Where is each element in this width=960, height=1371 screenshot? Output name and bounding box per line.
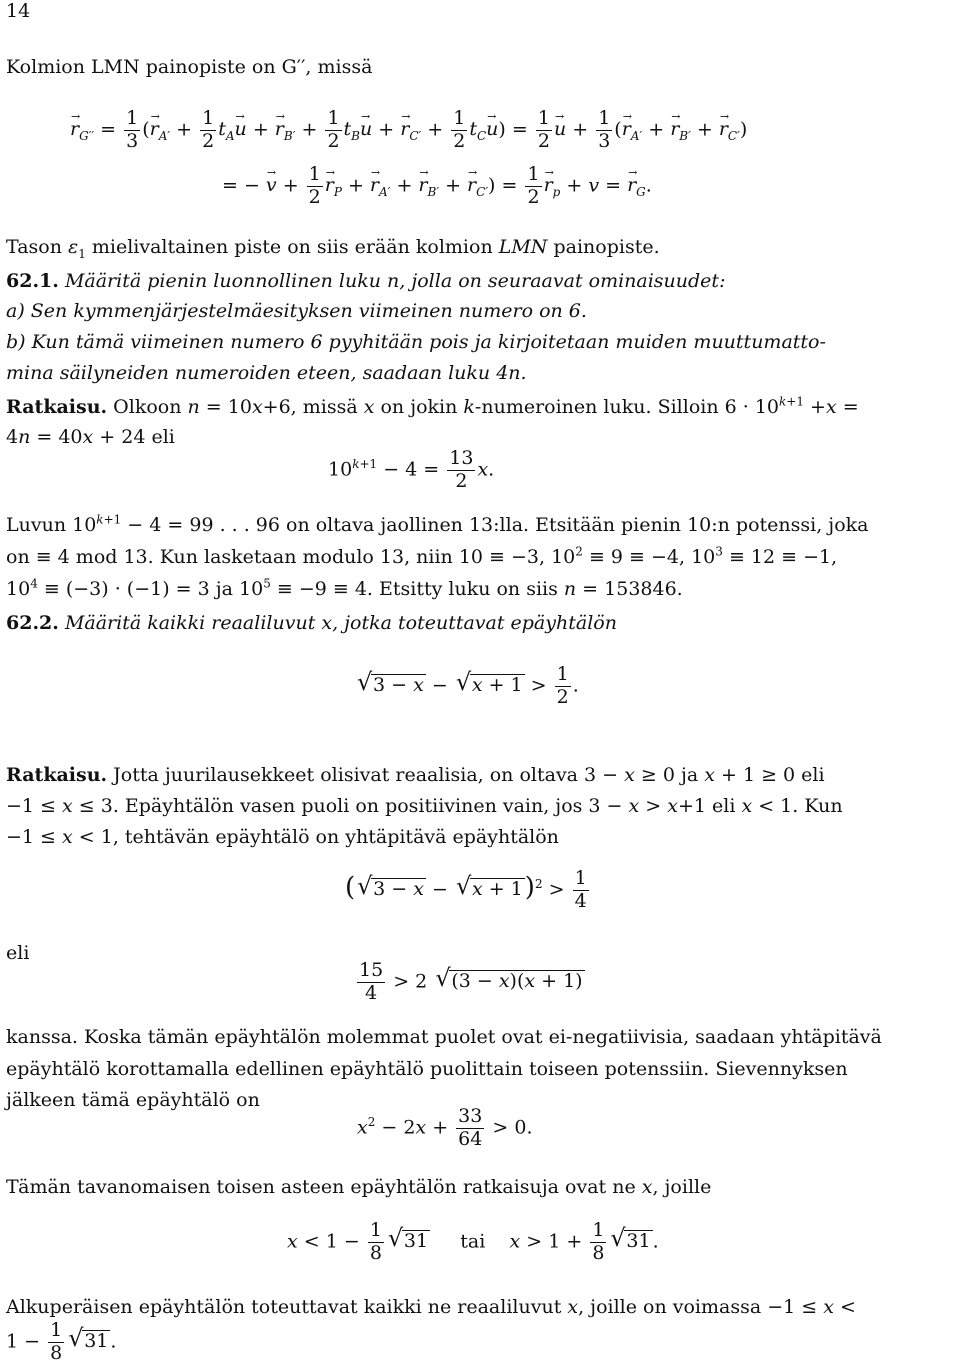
solution-62-1-line1: Ratkaisu. Olkoon n = 10x+6, missä x on jokin k-numeroinen luku. Silloin $6 \cdot 10^{k+1} +x$ =: [6, 394, 859, 418]
equation-squared: (√ 3 − x − √ x + 1)$^2$ > $\frac{1}{4}$: [345, 868, 591, 913]
solution-label: Ratkaisu.: [6, 396, 108, 418]
equation-sqrt-inequality: √ 3 − x − √ x + 1 > $\frac{1}{2}$ .: [355, 664, 579, 709]
solution-62-2-line8: Alkuperäisen epäyhtälön toteuttavat kaikki ne reaaliluvut x, joille on voimassa −1 ≤ x <: [6, 1296, 856, 1318]
solution-label: Ratkaisu.: [6, 764, 108, 786]
solution-62-2-line9: 1 − $\frac{1}{8}$ √ 31 .: [6, 1320, 116, 1365]
problem-number: 62.2.: [6, 612, 59, 634]
problem-62-1-part-b-2: mina säilyneiden numeroiden eteen, saadaan luku 4n.: [6, 362, 527, 384]
solution-62-1-line3: Luvun $10^{k+1} - 4 = 99$ . . . 96 on oltava jaollinen 13:lla. Etsitään pienin 10:n potenssi, joka: [6, 512, 869, 536]
equation-centroid-line1: → $r_{G''}$ = $\frac{1}{3}$ (→ $r_{A'}$ + $\frac{1}{2}$ $t_A\to u$ + → $r_{B'}$ + $\frac{1}{2}$ $t_B\to u$ + → $r_{C'}$ + $\frac{1}{2}$ $t_C\to u$) = $\frac{1}{2}$ → u + $\frac{1}{3}$ (→ $r_{A'}$ + → $r_{B'}$ + → $r_{C'}$): [70, 108, 747, 153]
problem-62-1-statement: 62.1. Määritä pienin luonnollinen luku n, jolla on seuraavat ominaisuudet:: [6, 270, 726, 292]
solution-62-2-line3: −1 ≤ x < 1, tehtävän epäyhtälö on yhtäpitävä epäyhtälön: [6, 826, 559, 848]
eli-label: eli: [6, 942, 30, 964]
problem-62-1-part-a: a) Sen kymmenjärjestelmäesityksen viimeinen numero on 6.: [6, 300, 587, 322]
problem-62-2-statement: 62.2. Määritä kaikki reaaliluvut x, jotka toteuttavat epäyhtälön: [6, 612, 617, 634]
solution-62-2-line2: −1 ≤ x ≤ 3. Epäyhtälön vasen puoli on positiivinen vain, jos 3 − x > x+1 eli x < 1. Kun: [6, 795, 843, 817]
solution-62-1-line5: $10^4 \equiv (-3) \cdot (-1) = 3$ ja $10^5 \equiv -9 \equiv 4$. Etsitty luku on siis n = 153846.: [6, 576, 683, 600]
solution-62-2-line5: epäyhtälö korottamalla edellinen epäyhtälö puolittain toiseen potenssiin. Sievennyksen: [6, 1058, 848, 1080]
solution-62-2-line1: Ratkaisu. Jotta juurilausekkeet olisivat reaalisia, on oltava 3 − x ≥ 0 ja x + 1 ≥ 0 eli: [6, 764, 825, 786]
tason-line: Tason $\varepsilon_1$ mielivaltainen piste on siis erään kolmion LMN painopiste.: [6, 236, 660, 261]
solution-62-2-line6: jälkeen tämä epäyhtälö on: [6, 1089, 260, 1111]
intro-line: Kolmion LMN painopiste on G′′, missä: [6, 56, 373, 78]
equation-roots: x < 1 − $\frac{1}{8}$ √ 31 tai x > 1 + $\frac{1}{8}$ √ 31 .: [287, 1220, 659, 1265]
equation-centroid-line2: = − → v + $\frac{1}{2}$ → $r_P$ + → $r_{A'}$ + → $r_{B'}$ + → $r_{C'}$) = $\frac{1}{2}$ → $r_p + v$ = → $r_G$.: [222, 164, 652, 209]
solution-62-1-line2: 4n = 40x + 24 eli: [6, 426, 175, 448]
solution-62-2-line4: kanssa. Koska tämän epäyhtälön molemmat puolet ovat ei-negatiivisia, saadaan yhtäpitävä: [6, 1026, 882, 1048]
equation-fifteen-quarters: $\frac{15}{4}$ > 2 √ (3 − x)(x + 1): [355, 960, 585, 1005]
equation-power-ten: $10^{k+1} - 4$ = $\frac{13}{2}$ x.: [328, 447, 495, 492]
solution-62-2-line7: Tämän tavanomaisen toisen asteen epäyhtälön ratkaisuja ovat ne x, joille: [6, 1176, 712, 1198]
page-number: 14: [6, 0, 31, 22]
solution-62-1-line4: on ≡ 4 mod 13. Kun lasketaan modulo 13, niin 10 ≡ −3, $10^2 \equiv 9 \equiv -4$, $10^3 \equiv 12 \equiv -1$,: [6, 544, 838, 568]
problem-62-1-part-b-1: b) Kun tämä viimeinen numero 6 pyyhitään pois ja kirjoitetaan muiden muuttumatto-: [6, 331, 826, 353]
problem-number: 62.1.: [6, 270, 59, 292]
equation-quadratic: $x^2 - 2x$ + $\frac{33}{64}$ > 0.: [357, 1105, 533, 1150]
